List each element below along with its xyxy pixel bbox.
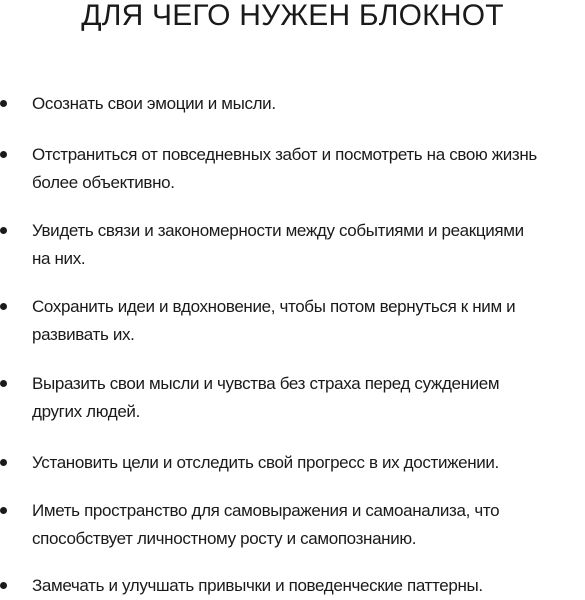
list-item-text (32, 497, 585, 553)
list-item-text (32, 370, 585, 426)
list-item-text (32, 449, 585, 477)
bullet-icon (0, 582, 7, 589)
list-item-line: Замечать и улучшать привычки и поведенческие паттерны. (32, 576, 483, 595)
list-item-line: способствует личностному росту и самопознанию. (32, 529, 417, 548)
bullet-icon (0, 100, 7, 107)
list-item-line: Установить цели и отследить свой прогресс в их достижении. (32, 453, 499, 472)
list-item-line: Отстраниться от повседневных забот и посмотреть на свою жизнь (32, 145, 537, 164)
list-item-line: более объективно. (32, 173, 175, 192)
list-item-line: Увидеть связи и закономерности между событиями и реакциями (32, 221, 524, 240)
list-item-line: Сохранить идеи и вдохновение, чтобы потом вернуться к ним и (32, 297, 516, 316)
bullet-icon (0, 459, 7, 466)
list-item-line: других людей. (32, 402, 140, 421)
list-item-line: развивать их. (32, 325, 135, 344)
bullet-icon (0, 380, 7, 387)
bullet-icon (0, 507, 7, 514)
list-item-line: Выразить свои мысли и чувства без страха перед суждением (32, 374, 500, 393)
bullet-icon (0, 151, 7, 158)
list-item-text (32, 572, 585, 600)
bullet-icon (0, 303, 7, 310)
list-item-line: на них. (32, 249, 86, 268)
page-title: ДЛЯ ЧЕГО НУЖЕН БЛОКНОТ (81, 0, 504, 32)
list-item-text (32, 293, 585, 349)
list-item-text (32, 90, 585, 118)
list-item-text (32, 217, 585, 273)
list-item-text (32, 141, 585, 197)
list-item-line: Осознать свои эмоции и мысли. (32, 94, 276, 113)
bullet-icon (0, 227, 7, 234)
list-item-line: Иметь пространство для самовыражения и самоанализа, что (32, 501, 500, 520)
